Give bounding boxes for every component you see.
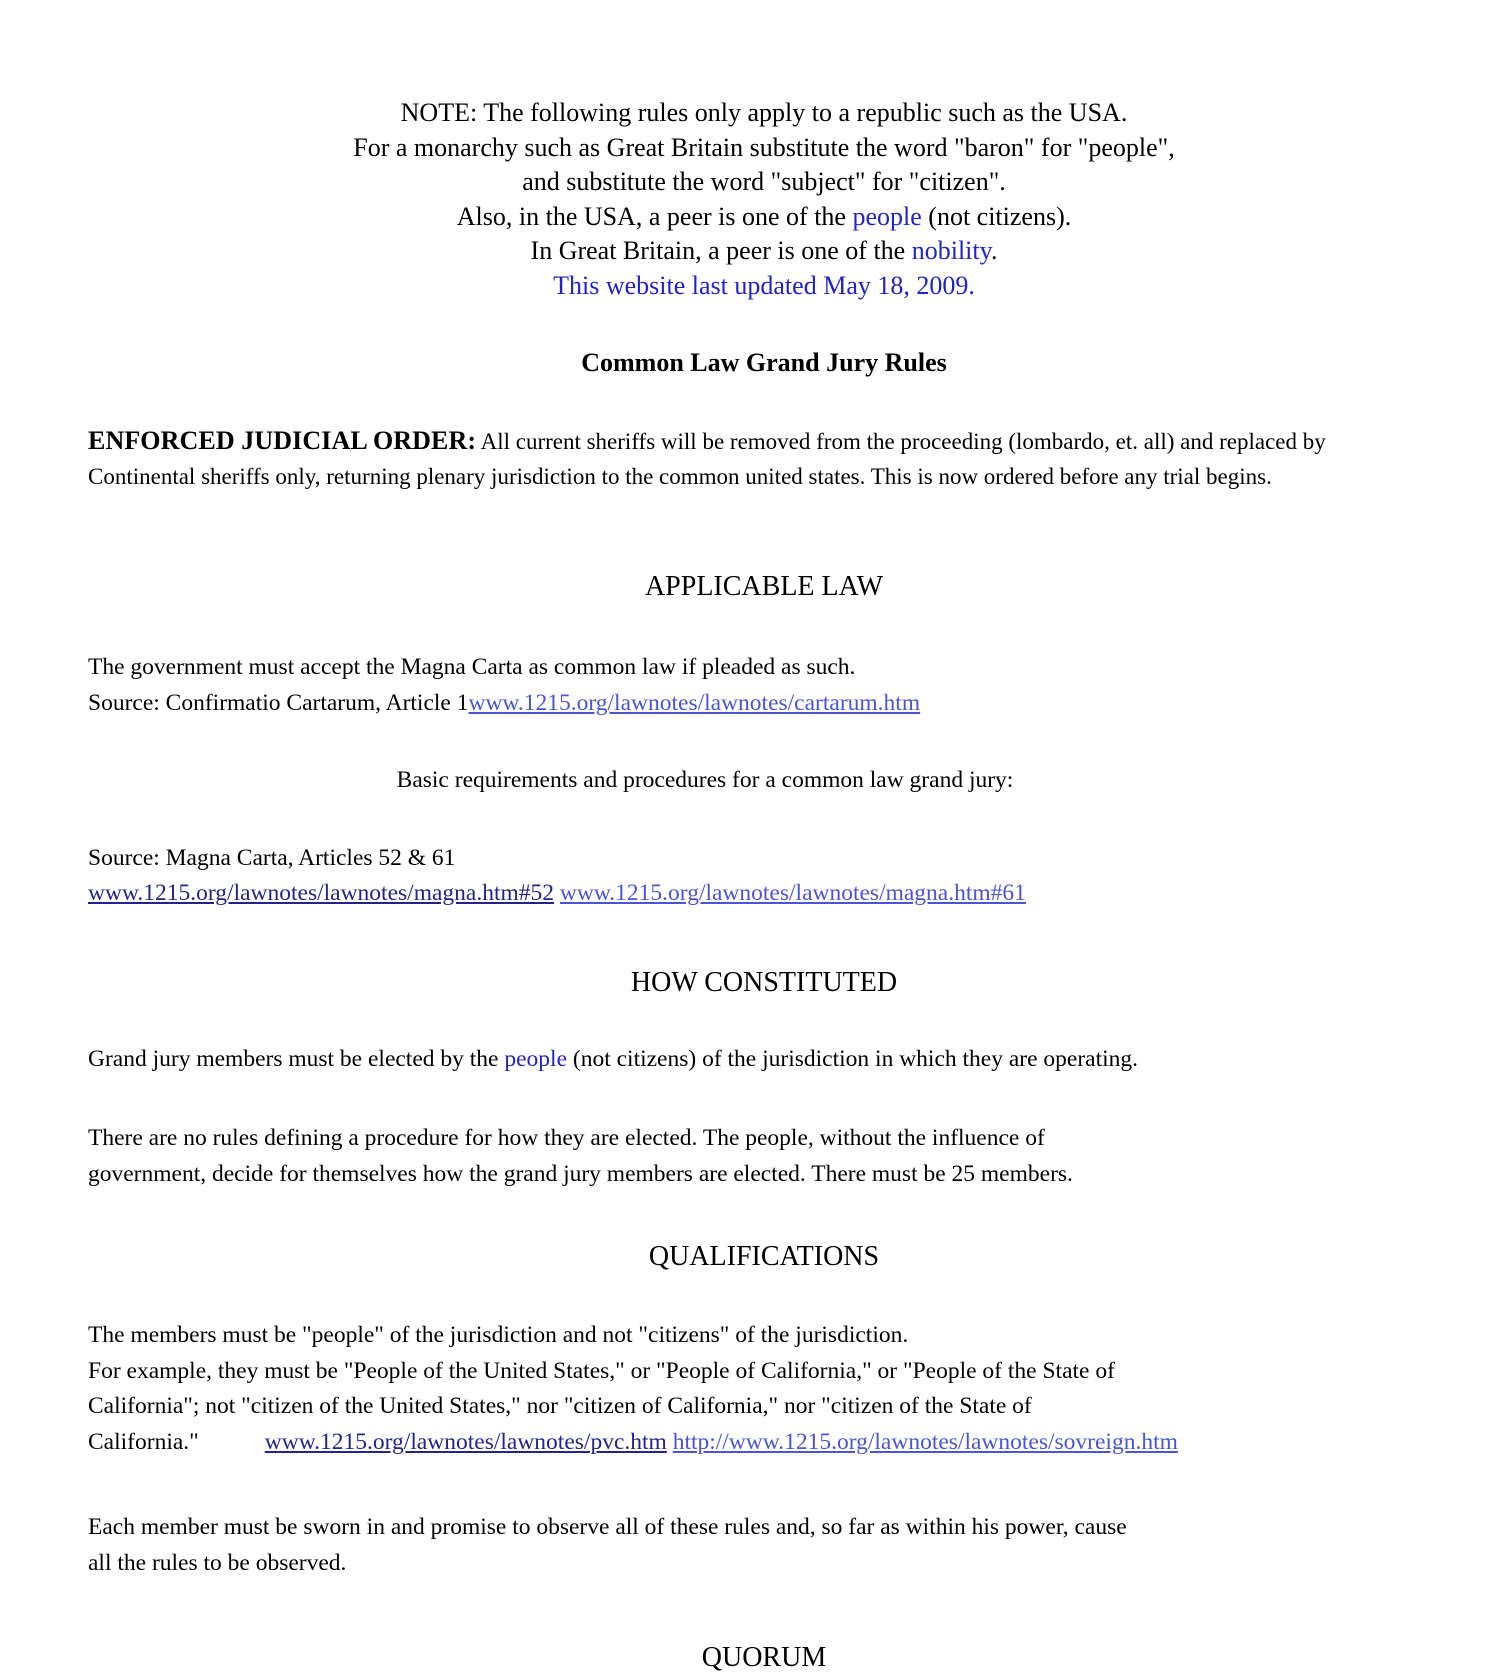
last-updated-line: This website last updated May 18, 2009. (553, 270, 975, 300)
basic-requirements-line: Basic requirements and procedures for a common law grand jury: (396, 767, 1014, 793)
people-link-header[interactable]: people (852, 201, 922, 231)
note-line-4 (88, 200, 1440, 235)
elected-pre-text: Grand jury members must be elected by the (88, 1045, 505, 1072)
enforced-order-body: All current sheriffs will be removed from the proceeding (lombardo, et. all) and replaced by Continental sheriffs only, returning plenary jurisdiction to the common united states. This is now ordered before any trial begins. (88, 429, 1326, 489)
no-rules-line-2: government, decide for themselves how the grand jury members are elected. There must be 25 members. (88, 1160, 1073, 1187)
california-quote-end: California." (88, 1428, 199, 1455)
note-line-4-post: (not citizens). (921, 201, 1072, 231)
magna-intro-line-2 (88, 686, 1440, 722)
section-heading-applicable-law: APPLICABLE LAW (644, 571, 884, 602)
magna-intro-line-1: The government must accept the Magna Carta as common law if pleaded as such. (88, 654, 856, 680)
qualifications-line-4 (88, 1425, 1440, 1461)
cartarum-link[interactable]: www.1215.org/lawnotes/lawnotes/cartarum.htm (468, 689, 921, 716)
sworn-line-2: all the rules to be observed. (88, 1549, 347, 1576)
enforced-order-label: ENFORCED JUDICIAL ORDER: (88, 426, 477, 455)
magna-links-line (88, 876, 1440, 912)
confirmatio-source-text: Source: Confirmatio Cartarum, Article 1 (88, 689, 469, 716)
magna-52-link[interactable]: www.1215.org/lawnotes/lawnotes/magna.htm#52 (88, 880, 555, 906)
people-link-constituted[interactable]: people (504, 1045, 567, 1072)
pvc-link[interactable]: www.1215.org/lawnotes/lawnotes/pvc.htm (264, 1428, 667, 1455)
note-line-5 (88, 234, 1440, 269)
section-heading-qualifications: QUALIFICATIONS (648, 1241, 880, 1272)
qualifications-line-3: California"; not "citizen of the United States," nor "citizen of California," nor "citizen of the State of (88, 1393, 1032, 1419)
sovreign-link[interactable]: http://www.1215.org/lawnotes/lawnotes/sovreign.htm (672, 1428, 1178, 1455)
note-line-1: NOTE: The following rules only apply to a republic such as the USA. (400, 98, 1128, 127)
no-rules-line-1: There are no rules defining a procedure for how they are elected. The people, without the influence of (88, 1125, 1045, 1151)
magna-source-paragraph (88, 841, 1440, 912)
note-line-3: and substitute the word "subject" for "citizen". (522, 167, 1006, 196)
magna-carta-intro-paragraph (88, 650, 1440, 721)
sworn-line-1: Each member must be sworn in and promise to observe all of these rules and, so far as within his power, cause (88, 1514, 1127, 1540)
elected-by-people-paragraph (88, 1042, 1440, 1078)
note-line-5-post: . (990, 236, 998, 265)
section-heading-quorum: QUORUM (701, 1642, 827, 1673)
page-title: Common Law Grand Jury Rules (581, 348, 947, 377)
enforced-judicial-order-paragraph (88, 423, 1418, 494)
qualifications-line-2: For example, they must be "People of the United States," or "People of California," or "People of the State of (88, 1357, 1115, 1384)
section-heading-how-constituted: HOW CONSTITUTED (630, 966, 898, 998)
magna-61-link[interactable]: www.1215.org/lawnotes/lawnotes/magna.htm#61 (559, 880, 1026, 906)
nobility-link[interactable]: nobility (911, 236, 991, 265)
sworn-in-paragraph (88, 1510, 1440, 1581)
no-rules-paragraph (88, 1121, 1440, 1192)
qualifications-line-1: The members must be "people" of the jurisdiction and not "citizens" of the jurisdiction. (88, 1322, 909, 1348)
magna-source-label: Source: Magna Carta, Articles 52 & 61 (88, 844, 456, 871)
note-line-4-pre: Also, in the USA, a peer is one of the (456, 201, 853, 231)
qualifications-paragraph (88, 1318, 1440, 1460)
header-note-block (88, 0, 1440, 303)
note-line-2: For a monarchy such as Great Britain substitute the word "baron" for "people", (353, 132, 1175, 162)
note-line-5-pre: In Great Britain, a peer is one of the (530, 236, 912, 265)
elected-post-text: (not citizens) of the jurisdiction in which they are operating. (567, 1045, 1139, 1072)
